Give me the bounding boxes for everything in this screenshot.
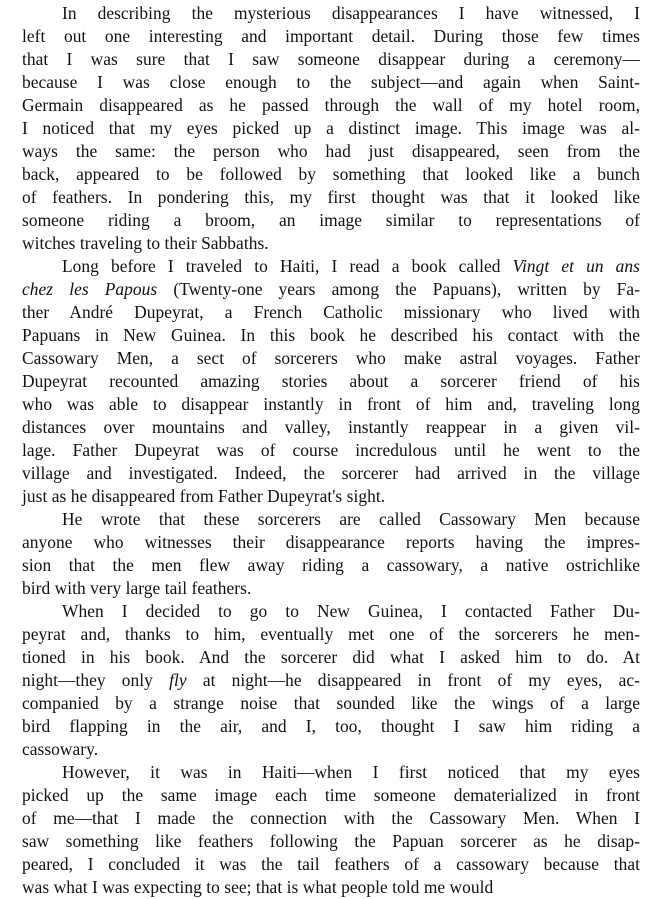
text-line: witches traveling to their Sabbaths. <box>22 233 269 253</box>
text-line: He wrote that these sorcerers are called Cassowary Men because <box>62 509 640 529</box>
text-line: someone riding a broom, an image similar to representations of <box>22 210 640 230</box>
text-line: saw something like feathers following the Papuan sorcerer as he disap- <box>22 831 640 851</box>
text-line: of me—that I made the connection with the Cassowary Men. When I <box>22 808 640 828</box>
book-title-italic: chez les Papous <box>22 279 158 299</box>
fly-italic: fly <box>169 670 187 690</box>
text-segment: (Twenty-one years among the Papuans), written by Fa- <box>173 279 640 299</box>
text-line: was what I was expecting to see; that is what people told me would <box>22 877 494 897</box>
text-line: ways the same: the person who had just disappeared, seen from the <box>22 141 640 161</box>
text-line <box>22 669 640 692</box>
text-line: peyrat and, thanks to him, eventually met one of the sorcerers he men- <box>22 624 640 644</box>
text-line: because I was close enough to the subject—and again when Saint- <box>22 72 640 92</box>
text-line: Germain disappeared as he passed through the wall of my hotel room, <box>22 95 640 115</box>
text-line: I noticed that my eyes picked up a distinct image. This image was al- <box>22 118 640 138</box>
text-line: anyone who witnesses their disappearance reports having the impres- <box>22 532 640 552</box>
text-line: bird flapping in the air, and I, too, thought I saw him riding a <box>22 716 640 736</box>
text-line: peared, I concluded it was the tail feathers of a cassowary because that <box>22 854 640 874</box>
text-line <box>22 278 640 301</box>
text-line: tioned in his book. And the sorcerer did what I asked him to do. At <box>22 647 640 667</box>
text-line: of feathers. In pondering this, my first thought was that it looked like <box>22 187 640 207</box>
text-line: just as he disappeared from Father Dupeyrat's sight. <box>22 486 386 506</box>
text-line: back, appeared to be followed by something that looked like a bunch <box>22 164 640 184</box>
text-line: left out one interesting and important detail. During those few times <box>22 26 640 46</box>
book-title-italic: Vingt et un ans <box>512 256 640 276</box>
text-line: cassowary. <box>22 739 99 759</box>
text-line: Cassowary Men, a sect of sorcerers who make astral voyages. Father <box>22 348 640 368</box>
text-line: village and investigated. Indeed, the sorcerer had arrived in the village <box>22 463 640 483</box>
text-line <box>62 255 640 278</box>
text-line: ther André Dupeyrat, a French Catholic missionary who lived with <box>22 302 640 322</box>
text-segment: at night—he disappeared in front of my eyes, ac- <box>202 670 640 690</box>
text-line: sion that the men flew away riding a cassowary, a native ostrichlike <box>22 555 640 575</box>
text-line: distances over mountains and valley, instantly reappear in a given vil- <box>22 417 640 437</box>
text-line: who was able to disappear instantly in front of him and, traveling long <box>22 394 640 414</box>
text-line: that I was sure that I saw someone disappear during a ceremony— <box>22 49 640 69</box>
text-line: companied by a strange noise that sounded like the wings of a large <box>22 693 640 713</box>
text-line: Papuans in New Guinea. In this book he described his contact with the <box>22 325 640 345</box>
text-line: However, it was in Haiti—when I first noticed that my eyes <box>62 762 640 782</box>
text-line: picked up the same image each time someone dematerialized in front <box>22 785 640 805</box>
text-line: Dupeyrat recounted amazing stories about a sorcerer friend of his <box>22 371 640 391</box>
text-line: lage. Father Dupeyrat was of course incredulous until he went to the <box>22 440 640 460</box>
text-line: In describing the mysterious disappearances I have witnessed, I <box>62 3 640 23</box>
text-line: bird with very large tail feathers. <box>22 578 252 598</box>
text-line: When I decided to go to New Guinea, I contacted Father Du- <box>62 601 640 621</box>
text-segment: night—they only <box>22 670 153 690</box>
text-segment: Long before I traveled to Haiti, I read a book called <box>62 256 501 276</box>
